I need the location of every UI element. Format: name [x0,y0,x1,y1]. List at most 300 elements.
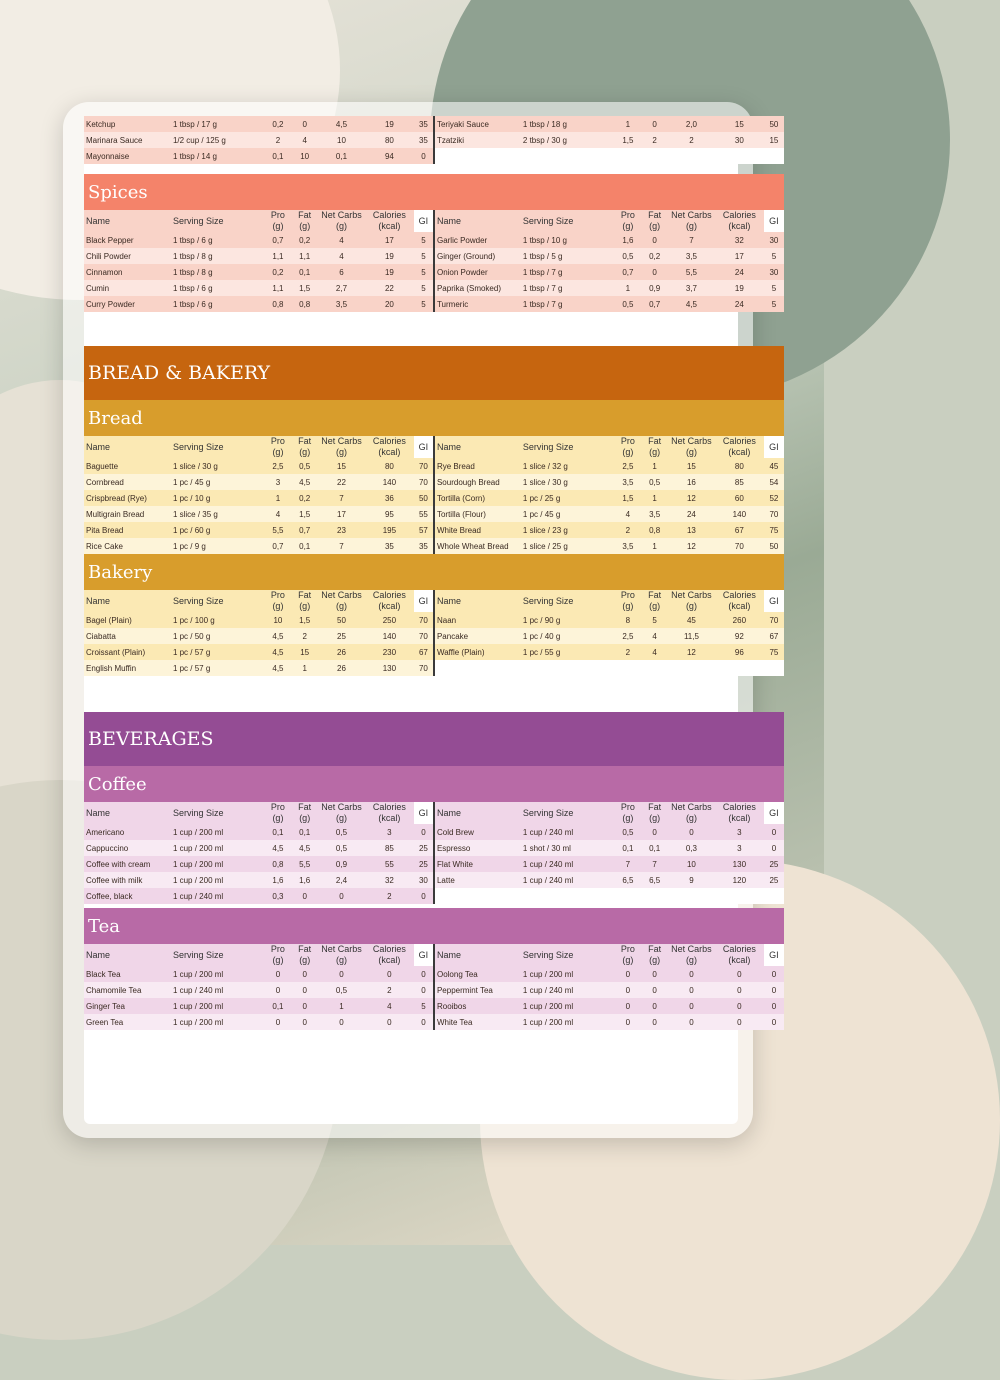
table-cell: 1 cup / 240 ml [171,982,265,998]
table-cell: 0 [615,982,642,998]
table-cell: 5,5 [668,264,715,280]
table-cell: 5 [414,296,434,312]
table-cell: 24 [715,296,764,312]
table-cell: Pancake [434,628,521,644]
table-cell: 70 [715,538,764,554]
table-cell [764,660,784,676]
table-cell: 0 [641,232,668,248]
table-cell: 0 [265,1014,292,1030]
table-cell: 5 [414,998,434,1014]
table-cell: 0,1 [615,840,642,856]
table-cell: 32 [365,872,414,888]
table-cell: 19 [365,248,414,264]
table-cell: 0 [318,1014,365,1030]
table-cell: 19 [365,116,414,132]
column-header: Fat (g) [641,590,668,612]
table-cell: 1 pc / 9 g [171,538,265,554]
table-cell: 1 tbsp / 10 g [521,232,615,248]
column-header: Fat (g) [641,436,668,458]
table-cell: 30 [715,132,764,148]
table-cell [615,660,642,676]
table-cell: 12 [668,490,715,506]
table-cell: 24 [668,506,715,522]
document-page [84,116,784,1030]
category-title-beverages: BEVERAGES [84,712,784,766]
table-cell: 5,5 [265,522,292,538]
table-cell: 4,5 [668,296,715,312]
table-cell: 0,1 [641,840,668,856]
table-cell: 1 [641,458,668,474]
table-cell: 30 [764,232,784,248]
table-cell: 0,5 [615,296,642,312]
table-cell: 0 [291,998,318,1014]
table-cell: 1 cup / 200 ml [521,966,615,982]
table-cell: 1 [291,660,318,676]
table-cell: 0 [291,982,318,998]
table-cell: 0,5 [615,248,642,264]
table-cell: 2,4 [318,872,365,888]
table-cell: 25 [414,856,434,872]
table-cell: 1 cup / 200 ml [171,966,265,982]
category-title-bread-bakery: BREAD & BAKERY [84,346,784,400]
table-cell: 0 [291,116,318,132]
table-row [84,966,784,982]
column-header: Serving Size [171,210,265,232]
column-header: GI [414,210,434,232]
table-cell: 10 [265,612,292,628]
table-cell: 0 [715,982,764,998]
table-cell: 10 [291,148,318,164]
table-cell: 67 [715,522,764,538]
table-cell: 1 cup / 240 ml [521,856,615,872]
table-cell: Americano [84,824,171,840]
table-cell: 1 [641,538,668,554]
table-cell: 95 [365,506,414,522]
table-cell: 75 [764,644,784,660]
table-cell: 70 [414,612,434,628]
table-cell: 2,7 [318,280,365,296]
table-row [84,458,784,474]
column-header: Serving Size [171,802,265,824]
column-header: Calories (kcal) [365,210,414,232]
table-row [84,132,784,148]
table-cell: 1 tbsp / 6 g [171,232,265,248]
column-header: Fat (g) [641,802,668,824]
column-header: Name [434,802,521,824]
table-cell: 15 [715,116,764,132]
table-cell: 7 [641,856,668,872]
table-cell [641,660,668,676]
table-cell: 2 tbsp / 30 g [521,132,615,148]
column-header: Serving Size [171,590,265,612]
table-row [84,612,784,628]
table-row [84,982,784,998]
table-cell: 16 [668,474,715,490]
column-header: Calories (kcal) [715,944,764,966]
table-cell: 13 [668,522,715,538]
table-cell: 0 [414,982,434,998]
table-cell: 4 [641,628,668,644]
column-header: Pro (g) [615,944,642,966]
section-title-bread: Bread [84,400,784,436]
table-cell [615,148,642,164]
table-cell: 1 pc / 45 g [521,506,615,522]
table-cell: Bagel (Plain) [84,612,171,628]
column-header: Net Carbs (g) [668,802,715,824]
table-cell: 0 [414,966,434,982]
table-cell: 50 [764,116,784,132]
table-cell: 140 [365,474,414,490]
spices-table [84,210,784,312]
table-row [84,840,784,856]
table-cell: 4,5 [265,660,292,676]
table-row [84,490,784,506]
table-cell: 1 pc / 55 g [521,644,615,660]
table-cell: 9 [668,872,715,888]
table-cell: 0 [668,966,715,982]
table-cell: 0,5 [318,982,365,998]
table-cell: 25 [414,840,434,856]
table-cell: 11,5 [668,628,715,644]
table-cell: 70 [414,458,434,474]
table-cell: 45 [764,458,784,474]
table-cell: 0 [265,966,292,982]
table-cell: 0 [414,1014,434,1030]
table-cell: 85 [715,474,764,490]
table-cell: 1 tbsp / 17 g [171,116,265,132]
column-header: Pro (g) [265,590,292,612]
table-cell: 10 [318,132,365,148]
column-header: Pro (g) [265,436,292,458]
table-cell: 1 tbsp / 5 g [521,248,615,264]
table-cell: 1,5 [615,132,642,148]
table-cell: 4,5 [318,116,365,132]
table-cell: 0,7 [265,232,292,248]
table-cell: 4 [265,506,292,522]
table-cell: 70 [414,474,434,490]
table-cell: 80 [365,458,414,474]
table-cell: 52 [764,490,784,506]
table-cell: 0 [318,888,365,904]
column-header: Net Carbs (g) [318,944,365,966]
table-row [84,856,784,872]
table-cell: 1 cup / 200 ml [171,840,265,856]
table-cell: Curry Powder [84,296,171,312]
table-cell: 140 [715,506,764,522]
table-cell: 0 [668,998,715,1014]
table-cell: 0 [615,966,642,982]
table-cell: Multigrain Bread [84,506,171,522]
table-cell: 50 [764,538,784,554]
table-cell: 0,1 [265,148,292,164]
table-header-row [84,436,784,458]
column-header: Fat (g) [291,590,318,612]
column-header: Name [84,944,171,966]
table-cell: 1 tbsp / 8 g [171,248,265,264]
table-cell [521,148,615,164]
table-cell: 54 [764,474,784,490]
table-cell: 2 [265,132,292,148]
table-cell: 4 [615,506,642,522]
column-header: Net Carbs (g) [668,436,715,458]
column-header: Name [84,436,171,458]
table-cell: 1 pc / 57 g [171,644,265,660]
table-cell: 1 slice / 35 g [171,506,265,522]
table-cell: 0 [764,1014,784,1030]
table-cell: 3,5 [615,538,642,554]
table-cell [521,660,615,676]
column-header: Pro (g) [615,802,642,824]
table-cell: 0,2 [265,116,292,132]
table-cell: 57 [414,522,434,538]
table-cell: 5 [414,280,434,296]
column-header: Net Carbs (g) [318,590,365,612]
table-cell: 1 tbsp / 7 g [521,296,615,312]
column-header: Name [84,590,171,612]
table-cell: 1 pc / 57 g [171,660,265,676]
table-cell: 4,5 [265,628,292,644]
table-cell: 94 [365,148,414,164]
table-cell [615,888,642,904]
table-cell: 2,5 [615,628,642,644]
table-cell: 0,1 [291,538,318,554]
table-cell: 35 [365,538,414,554]
table-cell: 15 [318,458,365,474]
table-cell: Ciabatta [84,628,171,644]
table-cell: 0,1 [265,998,292,1014]
table-cell: Coffee with cream [84,856,171,872]
table-cell: 0,1 [265,824,292,840]
table-row [84,872,784,888]
table-cell: 25 [318,628,365,644]
table-row [84,296,784,312]
table-cell: 250 [365,612,414,628]
table-cell: 17 [318,506,365,522]
table-header-row [84,802,784,824]
table-cell: 0 [615,1014,642,1030]
table-cell: 0,7 [641,296,668,312]
table-cell: 36 [365,490,414,506]
column-header: Net Carbs (g) [318,802,365,824]
table-cell: 4,5 [291,840,318,856]
table-cell: Marinara Sauce [84,132,171,148]
table-row [84,148,784,164]
table-cell: 0 [668,982,715,998]
section-title-bakery: Bakery [84,554,784,590]
sauces-table [84,116,784,164]
table-row [84,474,784,490]
table-cell: Baguette [84,458,171,474]
table-cell: 1 pc / 25 g [521,490,615,506]
table-cell: Crispbread (Rye) [84,490,171,506]
table-cell: 30 [414,872,434,888]
table-cell: 0,8 [291,296,318,312]
column-header: GI [764,590,784,612]
table-cell [434,660,521,676]
table-cell: Cinnamon [84,264,171,280]
table-cell: 0,5 [318,824,365,840]
table-cell: 1 [615,116,642,132]
table-cell: 0 [615,998,642,1014]
table-cell: 1 cup / 240 ml [521,982,615,998]
table-cell: Sourdough Bread [434,474,521,490]
table-cell: 60 [715,490,764,506]
table-cell: 67 [764,628,784,644]
column-header: Calories (kcal) [365,590,414,612]
column-header: Calories (kcal) [715,436,764,458]
table-cell: 0 [715,1014,764,1030]
table-cell: 15 [291,644,318,660]
table-cell: 1 cup / 240 ml [521,872,615,888]
table-cell: 1,6 [291,872,318,888]
column-header: Net Carbs (g) [668,944,715,966]
table-cell: 4 [318,248,365,264]
table-cell: 6,5 [615,872,642,888]
table-cell: 2 [668,132,715,148]
table-cell: 1 slice / 32 g [521,458,615,474]
table-cell: 3 [365,824,414,840]
table-cell: 8 [615,612,642,628]
table-cell: 0 [641,982,668,998]
column-header: Calories (kcal) [715,802,764,824]
table-cell: 70 [414,660,434,676]
table-cell: 3,5 [615,474,642,490]
table-cell: 1 pc / 10 g [171,490,265,506]
column-header: GI [414,590,434,612]
column-header: Name [434,210,521,232]
column-header: Serving Size [521,802,615,824]
table-cell: 5 [764,248,784,264]
table-cell: 1 cup / 200 ml [521,1014,615,1030]
table-cell [434,888,521,904]
table-cell: 1 pc / 60 g [171,522,265,538]
section-title-coffee: Coffee [84,766,784,802]
tablet-screen[interactable] [84,116,779,1124]
table-cell: 1,5 [615,490,642,506]
table-cell: Cold Brew [434,824,521,840]
table-cell: 0,8 [265,856,292,872]
table-cell: 2 [615,644,642,660]
table-cell: 55 [365,856,414,872]
table-cell: 1 pc / 50 g [171,628,265,644]
bakery-table [84,590,784,676]
column-header: Pro (g) [615,590,642,612]
table-cell: 1,5 [291,506,318,522]
table-cell: 4,5 [265,840,292,856]
table-cell: 0,7 [615,264,642,280]
table-cell: 0 [414,148,434,164]
table-cell: 0,8 [265,296,292,312]
table-cell: Tzatziki [434,132,521,148]
table-cell: 4 [291,132,318,148]
table-cell: 70 [764,612,784,628]
table-cell [764,888,784,904]
table-row [84,1014,784,1030]
table-cell: 92 [715,628,764,644]
table-cell: 4 [318,232,365,248]
table-cell: English Muffin [84,660,171,676]
column-header: Name [434,436,521,458]
table-cell: 1 cup / 200 ml [171,856,265,872]
table-cell: 1/2 cup / 125 g [171,132,265,148]
table-cell: 70 [764,506,784,522]
table-cell: 1 tbsp / 18 g [521,116,615,132]
table-cell: 5 [764,280,784,296]
table-cell: Rice Cake [84,538,171,554]
table-cell: 7 [668,232,715,248]
column-header: Name [434,590,521,612]
table-cell: Coffee with milk [84,872,171,888]
table-cell: Ketchup [84,116,171,132]
table-row [84,888,784,904]
table-cell: 0 [641,824,668,840]
table-cell: 17 [715,248,764,264]
table-row [84,522,784,538]
column-header: Pro (g) [265,944,292,966]
table-cell: Black Tea [84,966,171,982]
table-cell: 0,8 [641,522,668,538]
table-cell: 0 [715,966,764,982]
column-header: Serving Size [521,944,615,966]
table-cell: 15 [764,132,784,148]
table-cell: 2 [365,888,414,904]
table-cell: White Tea [434,1014,521,1030]
column-header: Fat (g) [291,802,318,824]
column-header: Net Carbs (g) [668,210,715,232]
table-cell: Pita Bread [84,522,171,538]
table-cell: 0 [764,982,784,998]
table-cell: 1 tbsp / 7 g [521,264,615,280]
table-cell: 2 [291,628,318,644]
column-header: Name [434,944,521,966]
table-cell: 1 tbsp / 14 g [171,148,265,164]
table-header-row [84,210,784,232]
table-cell: 1 [265,490,292,506]
table-cell: 22 [365,280,414,296]
column-header: Calories (kcal) [365,436,414,458]
column-header: Pro (g) [615,210,642,232]
table-cell: 1 cup / 200 ml [171,998,265,1014]
table-cell: White Bread [434,522,521,538]
table-cell [641,888,668,904]
column-header: Fat (g) [291,436,318,458]
table-cell: 80 [715,458,764,474]
column-header: Name [84,802,171,824]
tea-table [84,944,784,1030]
table-cell: Latte [434,872,521,888]
table-cell: 23 [318,522,365,538]
table-cell: 0 [414,824,434,840]
table-cell: Black Pepper [84,232,171,248]
table-cell: 6,5 [641,872,668,888]
table-cell: Ginger Tea [84,998,171,1014]
column-header: Name [84,210,171,232]
column-header: GI [414,436,434,458]
column-header: Net Carbs (g) [668,590,715,612]
table-cell: 1 pc / 40 g [521,628,615,644]
table-cell: 12 [668,644,715,660]
table-cell: 4,5 [265,644,292,660]
table-cell: 15 [668,458,715,474]
table-cell: 7 [318,538,365,554]
table-cell [764,148,784,164]
table-cell: 67 [414,644,434,660]
table-row [84,644,784,660]
table-cell: 5 [414,232,434,248]
table-cell: 19 [365,264,414,280]
table-cell: 0 [715,998,764,1014]
table-cell: Rye Bread [434,458,521,474]
